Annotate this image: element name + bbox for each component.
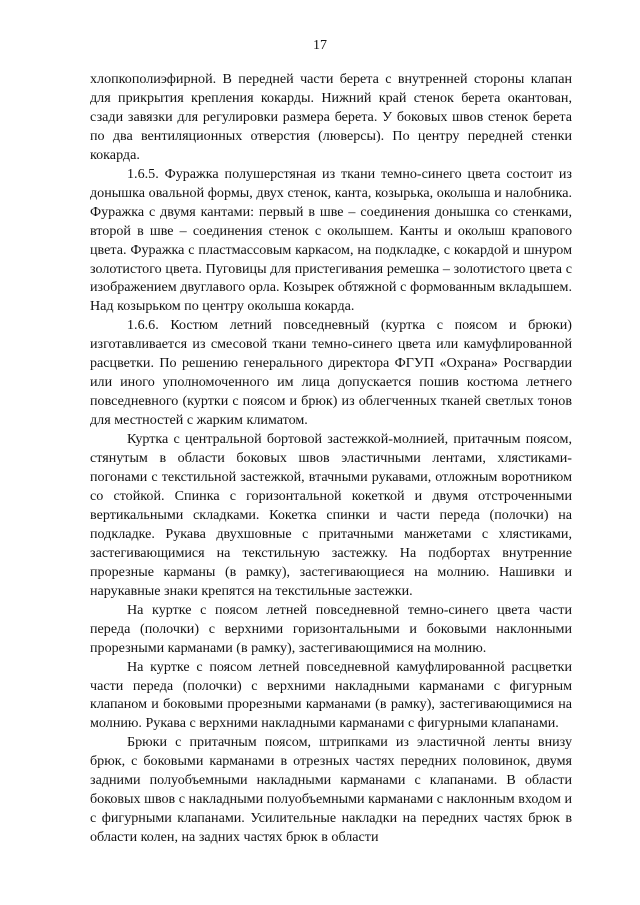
paragraph-jacket-navy: На куртке с поясом летней повседневной темно-синего цвета части переда (полочки) с верхними горизонтальными и боковыми наклонными прорезными карманами (в рамку), застегивающимися на молнию. — [90, 601, 572, 656]
page-number: 17 — [313, 38, 327, 53]
paragraph-jacket: Куртка с центральной бортовой застежкой-молнией, притачным поясом, стянутым в области боковых швов эластичными лентами, хлястиками-погонами с текстильной застежкой, втачными рукавами, отложным воротником со стойкой. Спинка с горизонтальной кокеткой и двумя отстроченными вертикальными складками. Кокетка спинки и части переда (полочки) на подкладке. Рукава двухшовные с притачными манжетами с хлястиками, застегивающимися на текстильную застежку. На подбортах внутренние прорезные карманы (в рамку), застегивающиеся на молнию. Нашивки и нарукавные знаки крепятся на текстильные застежки. — [90, 431, 572, 599]
paragraph-jacket-camouflage: На куртке с поясом летней повседневной камуфлированной расцветки части переда (полочки) с верхними накладными карманами с фигурным клапаном и боковыми прорезными карманами (в рамку), застегивающимися на молнию. Рукава с верхними накладными карманами с фигурными клапанами. — [90, 658, 572, 732]
paragraph-summer-suit: 1.6.6. Костюм летний повседневный (куртка с поясом и брюки) изготавливается из смесовой ткани темно-синего цвета или камуфлированной расцветки. По решению генерального директора ФГУП «Охрана» Росгвардии или иного уполномоченного им лица допускается пошив костюма летнего повседневного (куртки с поясом и брюк) из облегченных тканей светлых тонов для местностей с жарким климатом. — [90, 317, 572, 429]
paragraph-trousers: Брюки с притачным поясом, штрипками из эластичной ленты внизу брюк, с боковыми карманами в отрезных частях передних половинок, двумя задними полуобъемными накладными карманами с клапанами. В области боковых швов с накладными полуобъемными карманами с наклонным входом и с фигурными клапанами. Усилительные накладки на передних частях брюк в области колен, на задних частях брюк в области — [90, 734, 572, 846]
page-body — [90, 70, 572, 847]
paragraph-beret-continued: хлопкополиэфирной. В передней части берета с внутренней стороны клапан для прикрытия крепления кокарды. Нижний край стенок берета окантован, сзади завязки для регулировки размера берета. У боковых швов стенок берета по два вентиляционных отверстия (люверсы). По центру передней стенки кокарда. — [90, 71, 572, 163]
paragraph-cap: 1.6.5. Фуражка полушерстяная из ткани темно-синего цвета состоит из донышка овальной формы, двух стенок, канта, козырька, околыша и налобника. Фуражка с двумя кантами: первый в шве – соединения донышка со стенками, второй в шве – соединения стенок с околышем. Канты и околыш крапового цвета. Фуражка с пластмассовым каркасом, на подкладке, с кокардой и шнуром золотистого цвета. Пуговицы для пристегивания ремешка – золотистого цвета с изображением двуглавого орла. Козырек обтяжной с формованным вкладышем. Над козырьком по центру околыша кокарда. — [90, 165, 572, 315]
